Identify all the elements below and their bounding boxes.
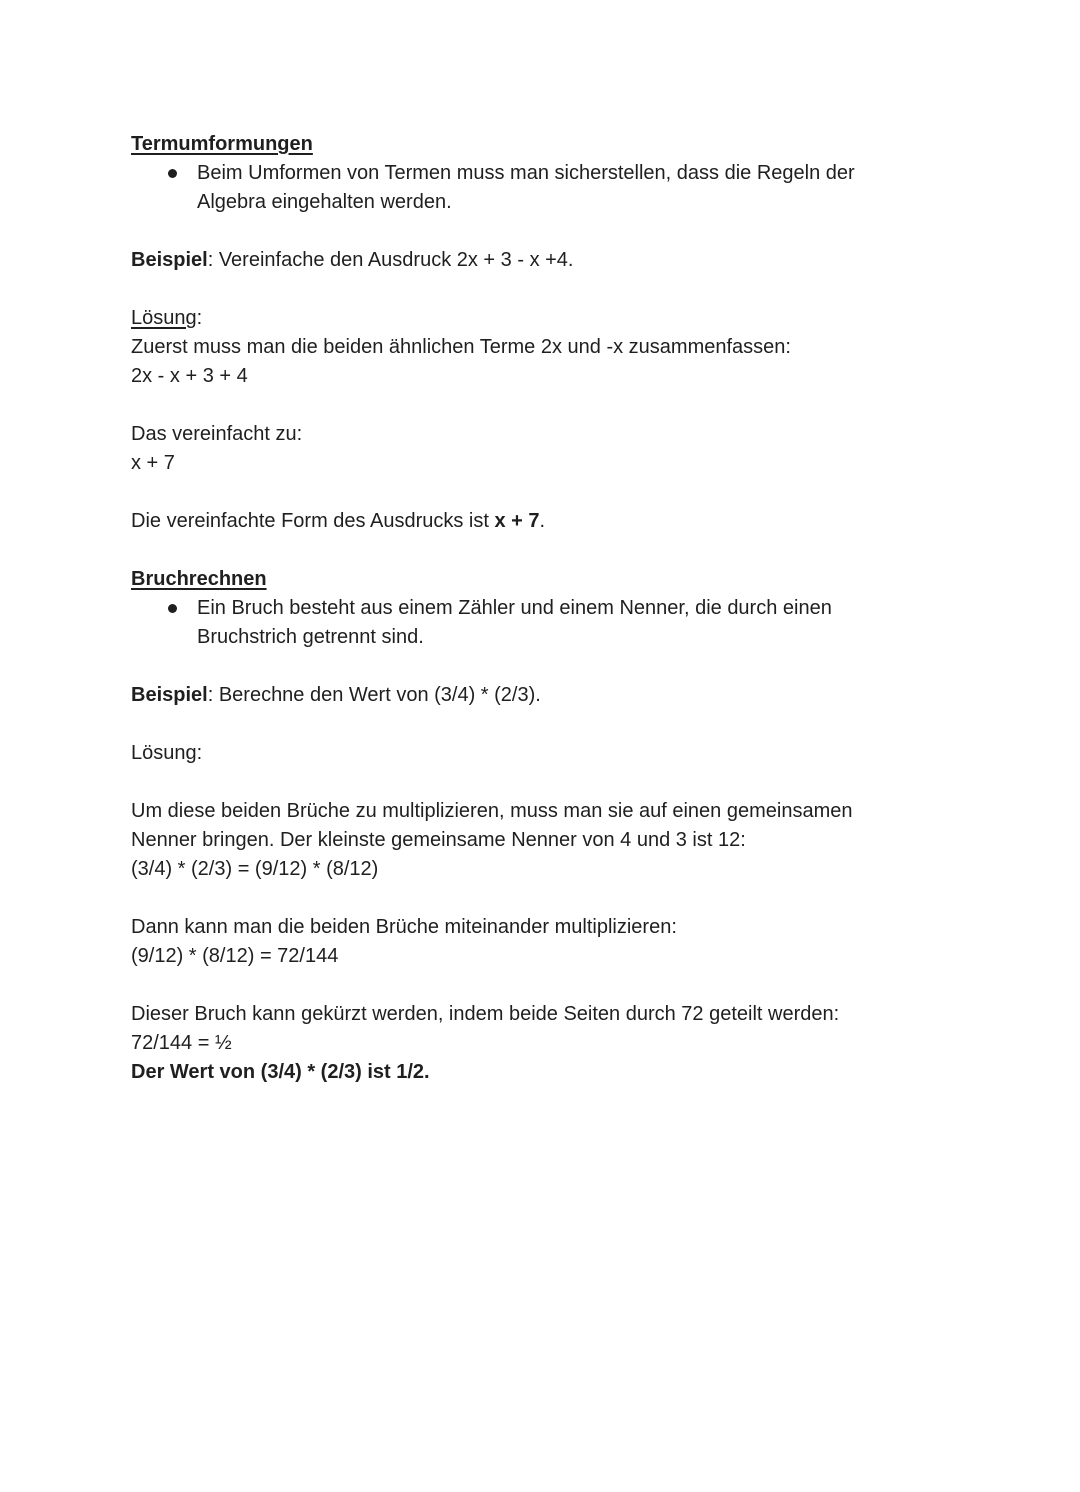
- solution-colon: :: [196, 307, 203, 329]
- solution-step-expression: x + 7: [131, 452, 175, 474]
- math-expression: (3/4) * (2/3) = (9/12) * (8/12): [131, 858, 379, 880]
- section-heading-termumformungen: Termumformungen: [131, 133, 313, 155]
- result-value: x + 7: [494, 510, 540, 532]
- solution-label-line: [131, 304, 951, 333]
- bullet-item: [131, 594, 951, 623]
- paragraph-text: Dann kann man die beiden Brüche miteinander multiplizieren:: [131, 916, 677, 938]
- bullet-item-continued: [131, 188, 951, 217]
- result-line: [131, 507, 951, 536]
- bullet-text: Algebra eingehalten werden.: [197, 191, 452, 213]
- solution-label: Lösung:: [131, 742, 203, 764]
- math-expression: (9/12) * (8/12) = 72/144: [131, 945, 339, 967]
- result-text: Die vereinfachte Form des Ausdrucks ist: [131, 510, 495, 532]
- bullet-text: Bruchstrich getrennt sind.: [197, 626, 424, 648]
- solution-label: Lösung: [131, 307, 197, 329]
- example-line: [131, 681, 951, 710]
- example-line: [131, 246, 951, 275]
- paragraph-text: Dieser Bruch kann gekürzt werden, indem beide Seiten durch 72 geteilt werden:: [131, 1003, 840, 1025]
- solution-step-text: Das vereinfacht zu:: [131, 423, 303, 445]
- bullet-dot-icon: [168, 169, 177, 178]
- section-heading-bruchrechnen: Bruchrechnen: [131, 568, 267, 590]
- bullet-item: [131, 159, 951, 188]
- paragraph-text: Nenner bringen. Der kleinste gemeinsame Nenner von 4 und 3 ist 12:: [131, 829, 746, 851]
- result-end: .: [539, 510, 546, 532]
- bullet-dot-icon: [168, 604, 177, 613]
- conclusion-text: Der Wert von (3/4) * (2/3) ist 1/2.: [131, 1061, 430, 1083]
- bullet-text: Ein Bruch besteht aus einem Zähler und einem Nenner, die durch einen: [197, 597, 832, 619]
- document-page: [131, 130, 951, 1087]
- example-text: : Vereinfache den Ausdruck 2x + 3 - x +4.: [207, 249, 574, 271]
- bullet-item-continued: [131, 623, 951, 652]
- example-label: Beispiel: [131, 249, 208, 271]
- example-text: : Berechne den Wert von (3/4) * (2/3).: [207, 684, 541, 706]
- solution-step-text: Zuerst muss man die beiden ähnlichen Terme 2x und -x zusammenfassen:: [131, 336, 791, 358]
- solution-step-expression: 2x - x + 3 + 4: [131, 365, 248, 387]
- math-expression: 72/144 = ½: [131, 1032, 232, 1054]
- bullet-text: Beim Umformen von Termen muss man sicherstellen, dass die Regeln der: [197, 162, 855, 184]
- paragraph-text: Um diese beiden Brüche zu multiplizieren, muss man sie auf einen gemeinsamen: [131, 800, 853, 822]
- example-label: Beispiel: [131, 684, 208, 706]
